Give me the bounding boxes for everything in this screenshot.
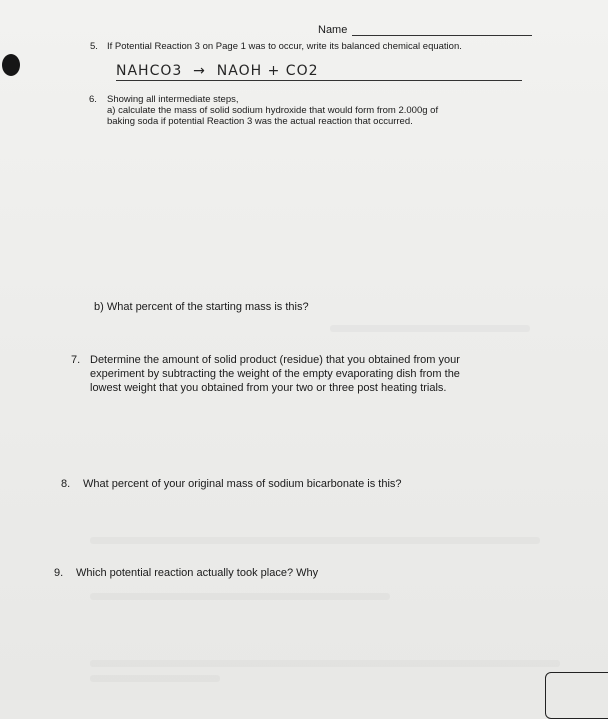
question-8-number: 8.	[61, 478, 71, 490]
question-9-number: 9.	[54, 567, 64, 579]
name-field-line[interactable]	[352, 35, 532, 36]
bleed-through-line	[90, 675, 220, 682]
punch-hole	[2, 54, 20, 76]
question-9-text: Which potential reaction actually took place? Why	[76, 567, 319, 579]
question-7-line-1: Determine the amount of solid product (residue) that you obtained from your	[90, 354, 460, 366]
question-7-line-3: lowest weight that you obtained from your two or three post heating trials.	[90, 382, 447, 394]
question-6b-text: b) What percent of the starting mass is this?	[94, 301, 309, 313]
question-6-line-2: a) calculate the mass of solid sodium hydroxide that would form from 2.000g of	[107, 105, 439, 116]
question-5-text: If Potential Reaction 3 on Page 1 was to occur, write its balanced chemical equation.	[107, 41, 462, 52]
answer-box[interactable]	[545, 672, 608, 719]
question-5-number: 5.	[90, 41, 98, 52]
question-5-handwritten-answer: NAHCO3 → NAOH + CO2	[116, 63, 319, 79]
question-7-number: 7.	[71, 354, 81, 366]
bleed-through-line	[330, 325, 530, 332]
bleed-through-line	[90, 537, 540, 544]
bleed-through-line	[90, 660, 560, 667]
question-6-number: 6.	[89, 94, 97, 105]
question-6-line-3: baking soda if potential Reaction 3 was the actual reaction that occurred.	[107, 116, 413, 127]
bleed-through-line	[90, 593, 390, 600]
question-7-line-2: experiment by subtracting the weight of the empty evaporating dish from the	[90, 368, 460, 380]
question-5-answer-line[interactable]	[116, 80, 522, 81]
question-8-text: What percent of your original mass of sodium bicarbonate is this?	[83, 478, 402, 490]
name-label: Name	[318, 24, 348, 36]
question-6-line-1: Showing all intermediate steps,	[107, 94, 239, 105]
